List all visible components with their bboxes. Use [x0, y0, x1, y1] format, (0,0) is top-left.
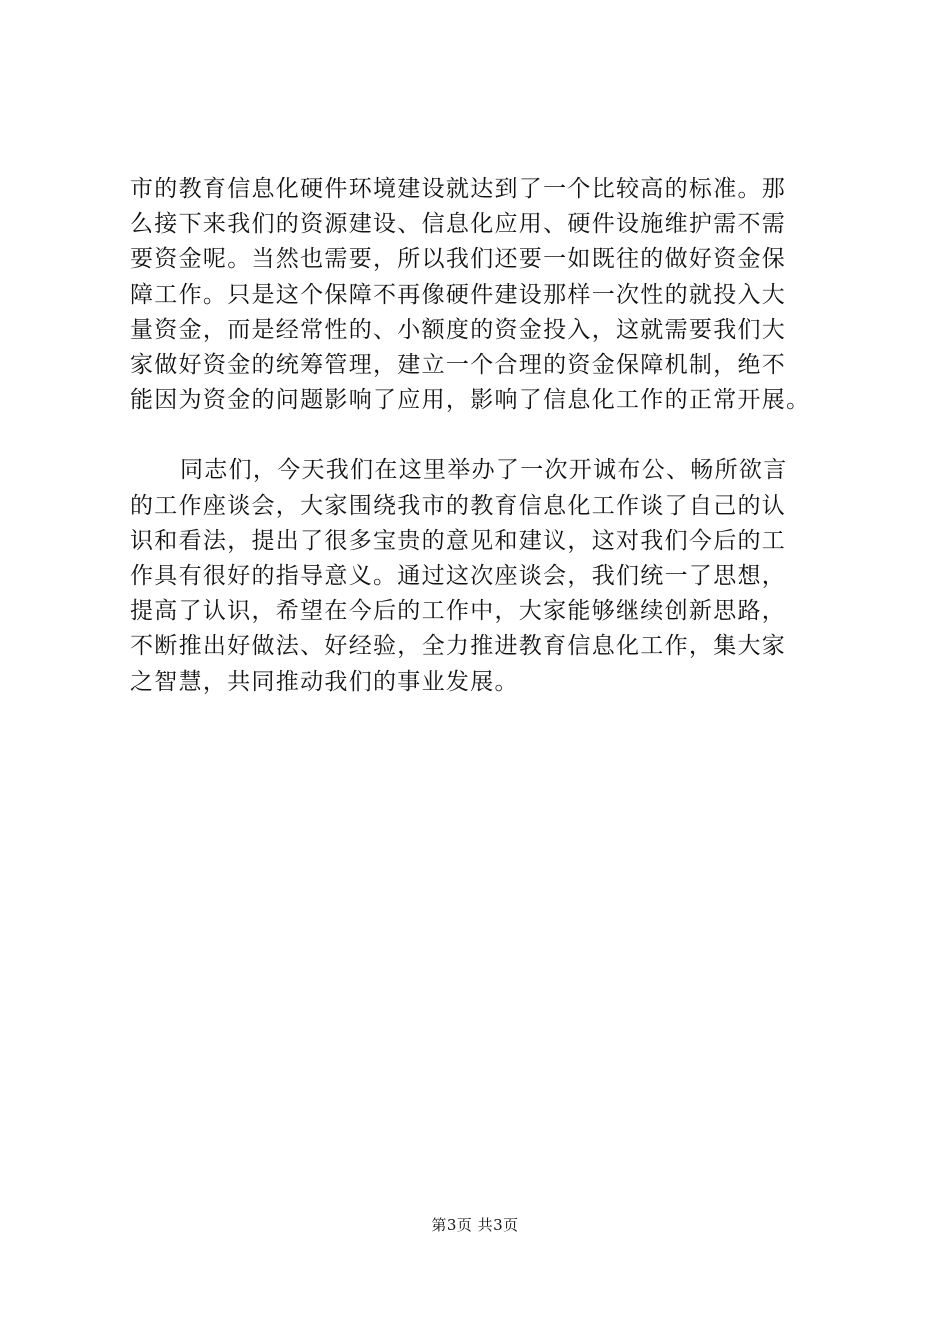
text-line: 的工作座谈会，大家围绕我市的教育信息化工作谈了自己的认 — [130, 492, 787, 519]
text-line: 障工作。只是这个保障不再像硬件建设那样一次性的就投入大 — [130, 281, 787, 308]
page-number-label: 第3页 共3页 — [431, 1216, 519, 1234]
text-line: 提高了认识，希望在今后的工作中，大家能够继续创新思路， — [130, 598, 787, 625]
page-footer — [0, 1214, 950, 1235]
text-line: 能因为资金的问题影响了应用，影响了信息化工作的正常开展。 — [130, 387, 811, 414]
document-body — [130, 172, 830, 700]
text-line: 么接下来我们的资源建设、信息化应用、硬件设施维护需不需 — [130, 211, 787, 238]
text-line: 同志们，今天我们在这里举办了一次开诚布公、畅所欲言 — [180, 457, 788, 484]
text-line: 要资金呢。当然也需要，所以我们还要一如既往的做好资金保 — [130, 246, 787, 273]
text-line: 量资金，而是经常性的、小额度的资金投入，这就需要我们大 — [130, 316, 787, 343]
text-line: 之智慧，共同推动我们的事业发展。 — [130, 668, 519, 695]
text-line: 识和看法，提出了很多宝贵的意见和建议，这对我们今后的工 — [130, 527, 787, 554]
paragraph-closing — [130, 453, 830, 699]
paragraph-funding — [130, 172, 830, 418]
text-line: 不断推出好做法、好经验，全力推进教育信息化工作，集大家 — [130, 633, 787, 660]
text-line: 市的教育信息化硬件环境建设就达到了一个比较高的标准。那 — [130, 176, 787, 202]
text-line: 作具有很好的指导意义。通过这次座谈会，我们统一了思想， — [130, 563, 787, 590]
text-line: 家做好资金的统筹管理，建立一个合理的资金保障机制，绝不 — [130, 352, 787, 379]
